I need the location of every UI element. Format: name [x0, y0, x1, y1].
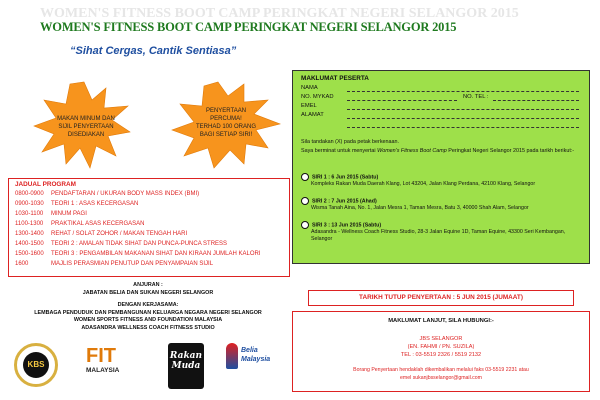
burst-left-line-1: MAKAN MINUM DAN [57, 116, 115, 122]
field-label-alamat: ALAMAT [301, 112, 324, 118]
program-row [15, 241, 227, 247]
program-item: TEORI 3 : PENGAMBILAN MAKANAN SIHAT DAN KIRAAN JUMLAH KALORI [51, 251, 261, 257]
program-row [15, 201, 138, 207]
program-time: 1500-1600 [15, 251, 44, 257]
organizer-label: ANJURAN : [133, 282, 163, 288]
organizer-block [8, 282, 288, 333]
program-item: TEORI 2 : AMALAN TIDAK SIHAT DAN PUNCA-PUNCA STRESS [51, 241, 228, 247]
program-time: 0900-1030 [15, 201, 44, 207]
program-row [15, 261, 213, 267]
deadline-banner: TARIKH TUTUP PENYERTAAN : 5 JUN 2015 (JUMAAT) [308, 290, 574, 306]
program-item: TEORI 1 : ASAS KECERGASAN [51, 201, 139, 207]
burst-right-line-3: TERHAD 100 ORANG [195, 124, 257, 130]
session-option-3[interactable] [301, 221, 581, 243]
intent-suffix: Peringkat Negeri Selangor 2015 pada tarikh berikut:- [446, 148, 575, 154]
program-item: MAJLIS PERASMIAN PENUTUP DAN PENYAMPAIAN SIJIL [51, 261, 214, 267]
intent-prefix: Saya berminat untuk menyertai [301, 148, 378, 154]
fit-logo-text: FIT [86, 345, 116, 367]
session-1-checkbox[interactable] [301, 173, 309, 181]
program-time: 1030-1100 [15, 211, 44, 217]
field-label-nama: NAMA [301, 85, 318, 91]
burst-right-line-2: PERCUMA! [210, 116, 242, 122]
session-2-venue: Wisma Tanah Aina, No. 1, Jalan Mesra 1, Taman Mesra, Batu 3, 40000 Shah Alam, Selangor [311, 205, 529, 212]
program-item: PRAKTIKAL ASAS KECERGASAN [51, 221, 145, 227]
contact-line: JBS SELANGOR [419, 336, 463, 342]
intent-event: Women's Fitness Boot Camp [377, 148, 447, 154]
kbs-logo-text: KBS [23, 352, 49, 378]
session-1-head: SIRI 1 : 6 Jun 2015 (Sabtu) [312, 174, 379, 181]
partner-item: LEMBAGA PENDUDUK DAN PEMBANGUNAN KELUARGA NEGARA NEGERI SELANGOR [34, 309, 262, 316]
program-item: PENDAFTARAN / UKURAN BODY MASS INDEX (BMI) [51, 191, 200, 197]
burst-left-line-2: SIJIL PENYERTAAN [58, 124, 114, 130]
form-instruction: Sila tandakan (X) pada petak berkenaan. [301, 139, 399, 145]
belia-malaysia-logo [226, 343, 274, 387]
program-row [15, 191, 199, 197]
program-row [15, 211, 87, 217]
session-1-venue: Kompleks Rakan Muda Daerah Klang, Lot 43204, Jalan Klang Perdana, 42100 Klang, Selangor [311, 181, 536, 188]
belia-logo-top: Belia [241, 347, 258, 354]
session-option-1[interactable] [301, 173, 581, 188]
organizer-name: JABATAN BELIA DAN SUKAN NEGERI SELANGOR [82, 289, 214, 296]
starbursts [0, 60, 300, 180]
burst-right-line-4: BAGI SETIAP SIRI! [199, 132, 253, 138]
session-2-head: SIRI 2 : 7 Jun 2015 (Ahad) [312, 198, 377, 205]
nama-input[interactable] [347, 91, 579, 92]
ghost-title: WOMEN'S FITNESS BOOT CAMP PERINGKAT NEGERI SELANGOR 2015 [40, 6, 519, 21]
program-time: 1100-1300 [15, 221, 44, 227]
fit-logo-sub: MALAYSIA [86, 367, 120, 374]
rakan-muda-logo [168, 343, 204, 389]
emel-input[interactable] [347, 109, 579, 110]
burst-left-line-3: DISEDIAKAN [67, 132, 105, 138]
program-row [15, 231, 187, 237]
form-intent [301, 148, 581, 155]
rakan-logo-bottom: Muda [171, 361, 201, 371]
field-label-tel: NO. TEL : [463, 94, 489, 100]
alamat-input-2[interactable] [347, 127, 579, 128]
session-3-venue: Adasandra - Wellness Coach Fitness Studio, 28-3 Jalan Equine 1D, Taman Equine, 43300 Seri Kembangan, Selangor [311, 229, 566, 243]
field-label-emel: EMEL [301, 103, 317, 109]
program-time: 0800-0900 [15, 191, 44, 197]
program-row [15, 251, 261, 257]
field-label-mykad: NO. MYKAD [301, 94, 334, 100]
burst-right-line-1: PENYERTAAN [205, 108, 247, 114]
program-time: 1600 [15, 261, 29, 267]
program-time: 1300-1400 [15, 231, 44, 237]
contact-title: MAKLUMAT LANJUT, SILA HUBUNGI:- [388, 318, 494, 324]
session-3-head: SIRI 3 : 13 Jun 2015 (Sabtu) [312, 222, 382, 229]
program-time: 1400-1500 [15, 241, 44, 247]
partner-item: WOMEN SPORTS FITNESS AND FOUNDATION MALAYSIA [73, 317, 223, 324]
registration-form [292, 70, 590, 264]
tagline: “Sihat Cergas, Cantik Sentiasa” [70, 45, 237, 57]
contact-box [292, 311, 590, 392]
belia-flame-icon [226, 343, 238, 369]
alamat-input-1[interactable] [347, 118, 579, 119]
session-2-checkbox[interactable] [301, 197, 309, 205]
contact-note: emel sukanjbsselangor@gmail.com [400, 375, 482, 381]
contact-note: Borang Penyertaan hendaklah dikembalikan melalui faks 03-5519 2231 atau [353, 367, 529, 373]
program-item: MINUM PAGI [51, 211, 87, 217]
partners-label: DENGAN KERJASAMA: [117, 302, 179, 309]
program-row [15, 221, 144, 227]
rakan-logo-top: Rakan [169, 351, 203, 361]
contact-line: (EN. FAHMI / PN. SUZILA) [407, 344, 475, 350]
program-title: JADUAL PROGRAM [15, 181, 76, 188]
belia-logo-bottom: Malaysia [241, 356, 271, 363]
page-title: WOMEN'S FITNESS BOOT CAMP PERINGKAT NEGERI SELANGOR 2015 [40, 20, 457, 34]
program-schedule [8, 178, 290, 277]
kbs-logo [14, 343, 58, 387]
fit-malaysia-logo [86, 345, 132, 387]
program-item: REHAT / SOLAT ZOHOR / MAKAN TENGAH HARI [51, 231, 188, 237]
tel-input[interactable] [493, 100, 579, 101]
partner-item: ADASANDRA WELLNESS COACH FITNESS STUDIO [81, 324, 215, 331]
mykad-input[interactable] [347, 100, 457, 101]
session-option-2[interactable] [301, 197, 581, 212]
contact-line: TEL : 03-5519 2326 / 5519 2132 [400, 352, 482, 358]
form-title: MAKLUMAT PESERTA [301, 75, 369, 82]
session-3-checkbox[interactable] [301, 221, 309, 229]
